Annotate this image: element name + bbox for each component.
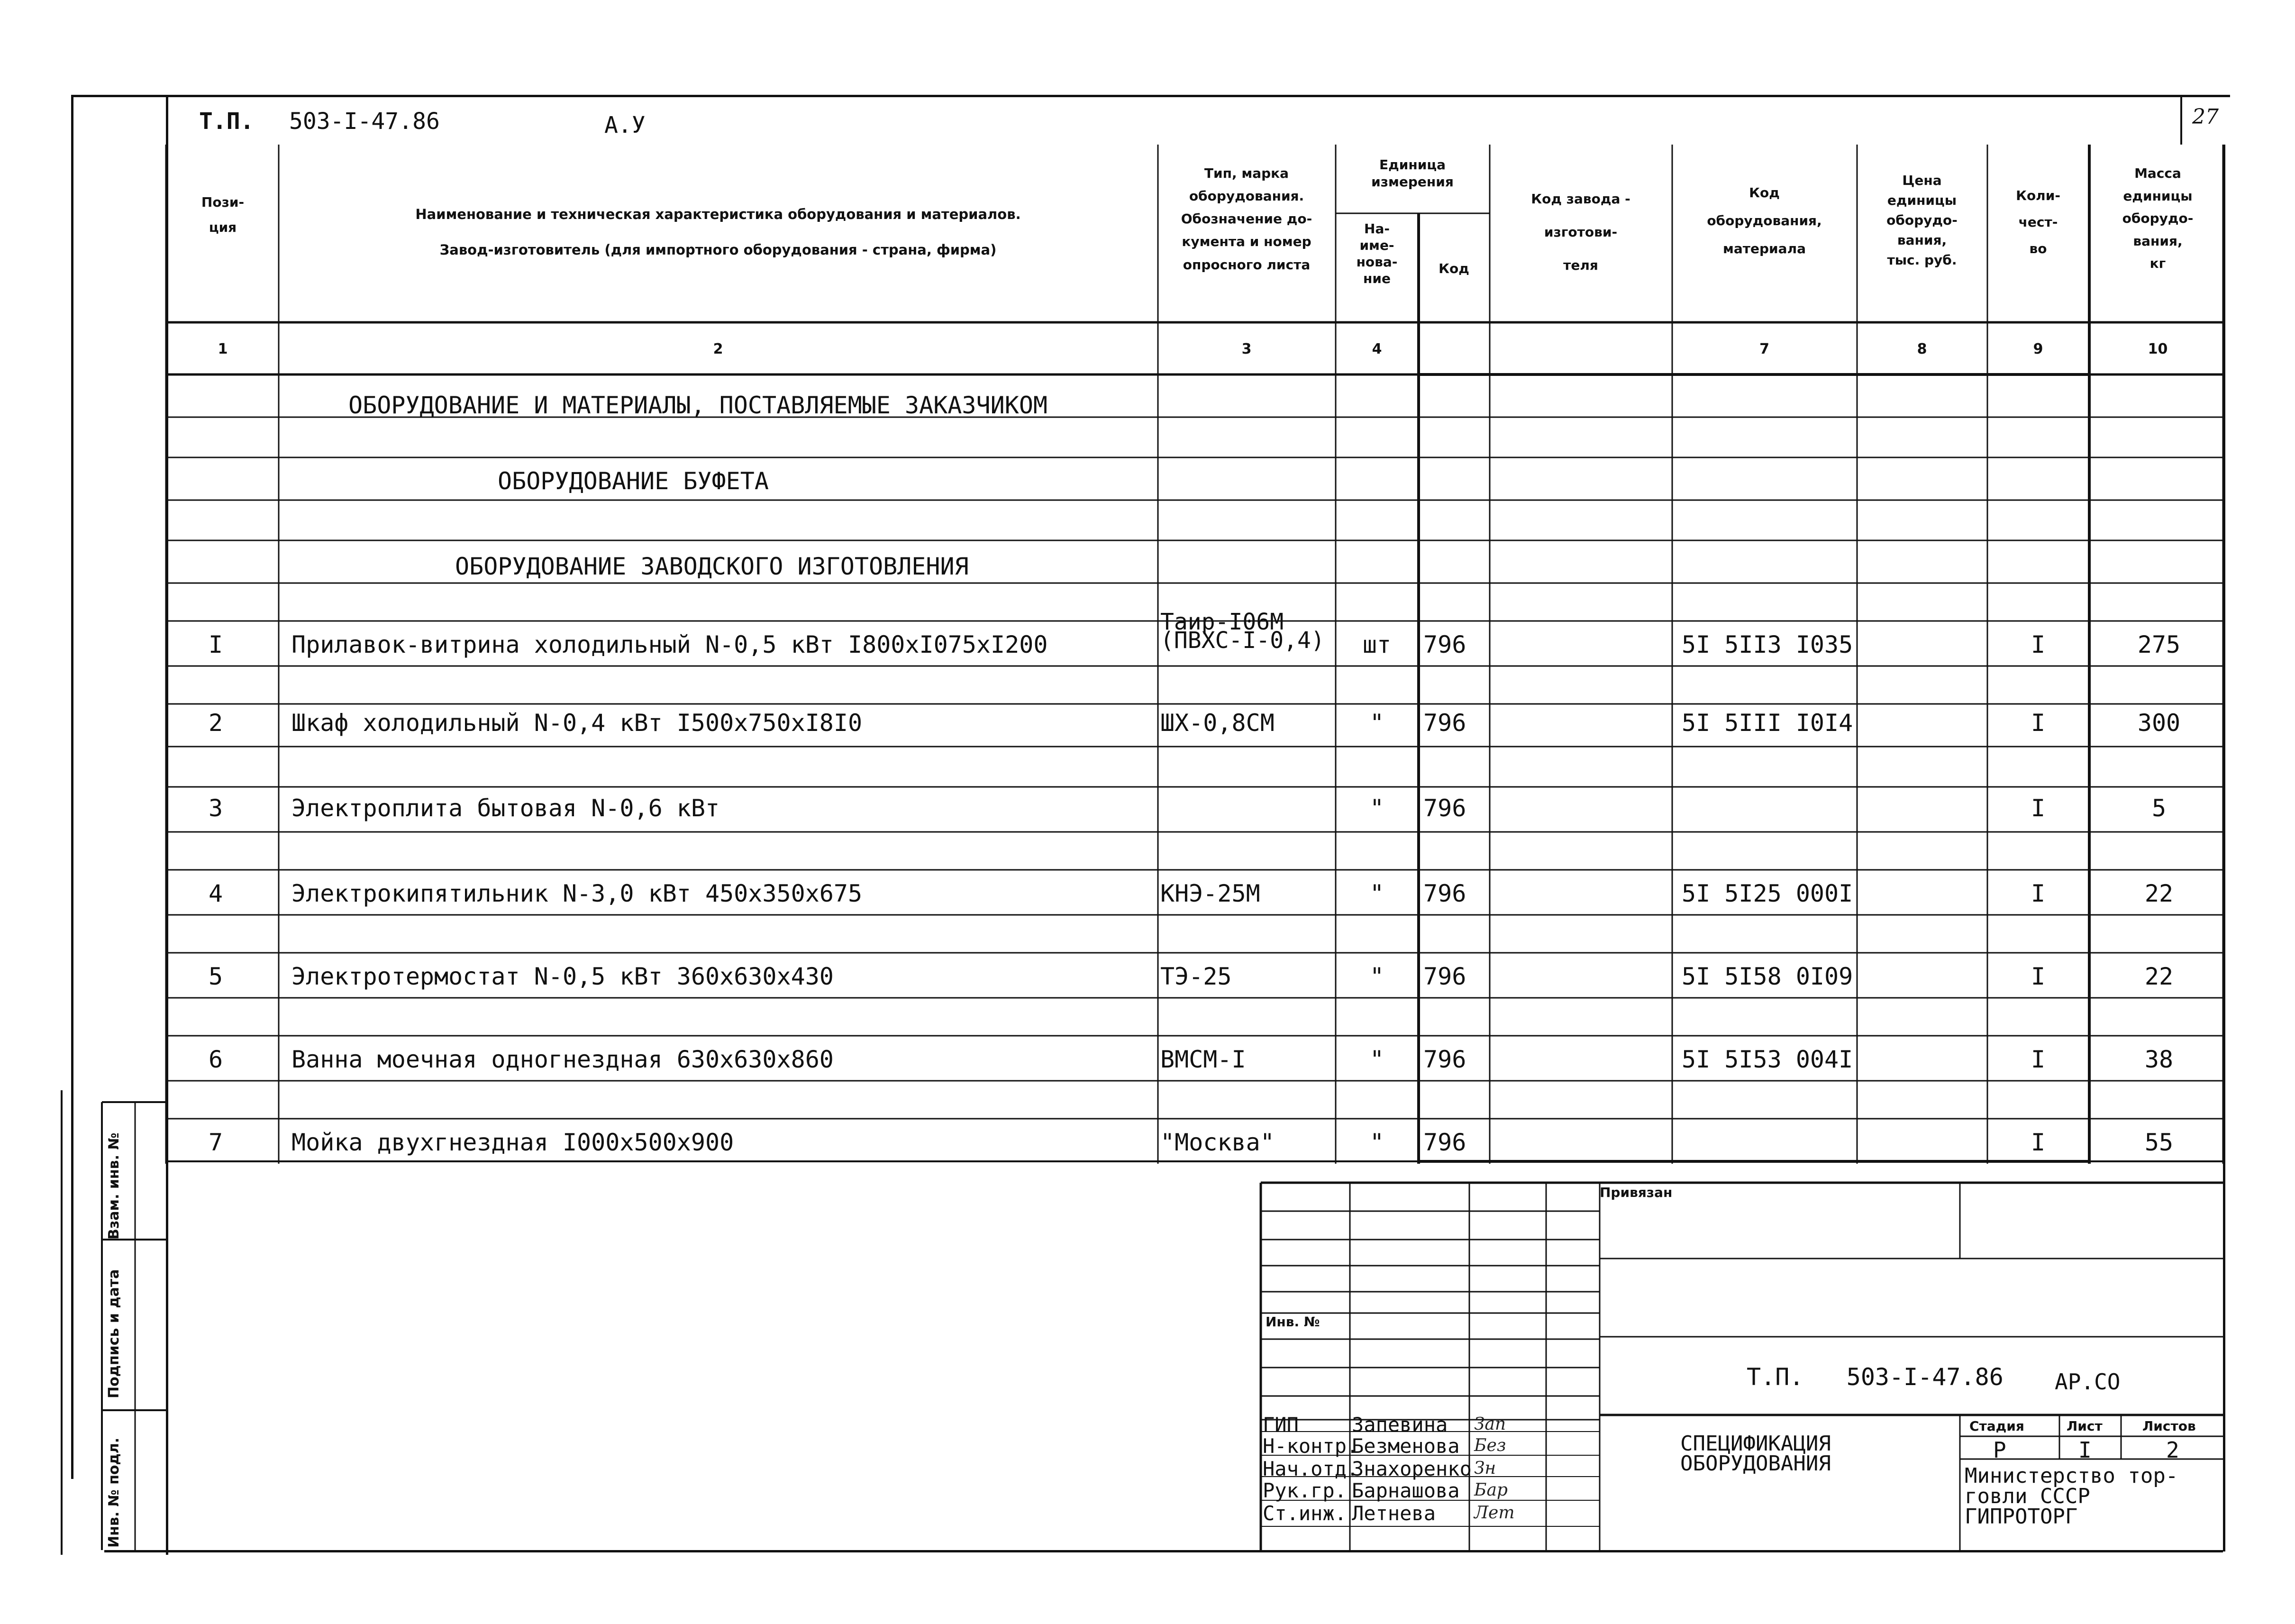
row-mass: 22	[2144, 880, 2174, 907]
row-mass: 300	[2137, 709, 2181, 737]
row-unit-code: 796	[1423, 709, 1466, 737]
row-position: 7	[208, 1129, 223, 1156]
row-unit-code: 796	[1423, 631, 1466, 658]
row-unit-code: 796	[1423, 963, 1466, 990]
privyazan-label: Привязан	[1600, 1185, 1673, 1200]
row-name: Электротермостат N-0,5 кВт 360x630x430	[291, 963, 834, 990]
row-name: Прилавок-витрина холодильный N-0,5 кВт I800xI075xI200	[291, 631, 1048, 658]
row-unit: "	[1369, 1129, 1384, 1156]
col-num-7: 7	[1759, 341, 1769, 357]
col-title-name: Наименование и техническая характеристика оборудования и материалов. Завод-изготовитель (для импортного оборудования - страна, фирма)	[415, 206, 1021, 258]
row-unit: "	[1369, 794, 1384, 822]
signer-name: Безменова	[1352, 1434, 1460, 1458]
row-name: Ванна моечная одногнездная 630x630x860	[291, 1046, 834, 1073]
col-title-type: Тип, марка оборудования. Обозначение до- кумента и номер опросного листа	[1181, 165, 1312, 273]
row-unit: "	[1369, 1046, 1384, 1073]
row-unit: шт	[1362, 631, 1392, 658]
row-mass: 55	[2144, 1129, 2174, 1156]
sheets-value: 2	[2166, 1437, 2179, 1463]
stage-label: Стадия	[1969, 1418, 2024, 1434]
col-num-1: 1	[218, 341, 228, 357]
row-position: 2	[208, 709, 223, 737]
row-quantity: I	[2031, 631, 2046, 658]
row-mass: 38	[2144, 1046, 2174, 1073]
signer-role: Рук.гр.	[1263, 1479, 1347, 1502]
row-equipment-code: 5I 5I58 0I09	[1682, 963, 1853, 990]
row-unit: "	[1369, 709, 1384, 737]
row-unit-code: 796	[1423, 1129, 1466, 1156]
tp-number: 503-I-47.86	[289, 108, 440, 135]
col-num-3: 3	[1241, 341, 1252, 357]
col-title-factory-code: Код завода - изготови- теля	[1531, 191, 1630, 273]
signer-signature: Без	[1474, 1436, 1506, 1455]
row-quantity: I	[2031, 963, 2046, 990]
row-mass: 22	[2144, 963, 2174, 990]
row-equipment-code: 5I 5I25 000I	[1682, 880, 1853, 907]
section-title-factory: ОБОРУДОВАНИЕ ЗАВОДСКОГО ИЗГОТОВЛЕНИЯ	[455, 553, 969, 580]
row-name: Шкаф холодильный N-0,4 кВт I500x750xI8I0	[291, 709, 863, 737]
row-quantity: I	[2031, 709, 2046, 737]
org-name: Министерство тор- говли СССР ГИПРОТОРГ	[1965, 1464, 2178, 1529]
row-unit: "	[1369, 963, 1384, 990]
page-number: 27	[2192, 105, 2219, 129]
col-title-qty: Коли- чест- во	[2016, 188, 2060, 256]
doc-number: Т.П. 503-I-47.86	[1747, 1363, 2004, 1391]
album-code: А.У	[604, 112, 646, 138]
signer-signature: Лет	[1474, 1503, 1515, 1523]
row-quantity: I	[2031, 1046, 2046, 1073]
signer-role: Ст.инж.	[1263, 1502, 1347, 1525]
row-type: Таир-I06М (ПВХС-I-0,4)	[1160, 609, 1325, 654]
stage-value: Р	[1993, 1437, 2006, 1463]
row-equipment-code: 5I 5III I0I4	[1682, 709, 1853, 737]
section-title-buffet: ОБОРУДОВАНИЕ БУФЕТА	[498, 467, 769, 495]
col-title-unit-code: Код	[1439, 261, 1469, 276]
signer-role: Н-контр.	[1263, 1434, 1359, 1458]
row-position: 5	[208, 963, 223, 990]
col-title-mass: Масса единицы оборудо- вания, кг	[2122, 165, 2194, 272]
row-position: 4	[208, 880, 223, 907]
row-unit: "	[1369, 880, 1384, 907]
signer-signature: Бар	[1474, 1480, 1508, 1500]
sheet-label: Лист	[2067, 1418, 2103, 1434]
signer-signature: Зап	[1474, 1414, 1506, 1434]
signer-signature: Зн	[1474, 1459, 1496, 1478]
row-position: 6	[208, 1046, 223, 1073]
col-title-unit-group: Единица измерения	[1371, 157, 1454, 190]
signer-name: Знахоренко	[1352, 1457, 1472, 1480]
doc-title: СПЕЦИФИКАЦИЯ ОБОРУДОВАНИЯ	[1680, 1432, 1831, 1476]
inv-no-label: Инв. №	[1266, 1314, 1320, 1330]
row-equipment-code: 5I 5II3 I035	[1682, 631, 1853, 658]
row-name: Электрокипятильник N-3,0 кВт 450x350x675	[291, 880, 863, 907]
signer-name: Запевина	[1352, 1413, 1448, 1436]
row-name: Мойка двухгнездная I000x500x900	[291, 1129, 734, 1156]
tp-label: Т.П.	[199, 108, 254, 135]
col-title-price: Цена единицы оборудо- вания, тыс. руб.	[1886, 173, 1958, 268]
signer-name: Летнева	[1352, 1502, 1436, 1525]
row-quantity: I	[2031, 794, 2046, 822]
row-type: КНЭ-25М	[1160, 880, 1260, 907]
row-mass: 5	[2151, 794, 2167, 822]
doc-code: АР.СО	[2055, 1369, 2121, 1395]
row-mass: 275	[2137, 631, 2181, 658]
signer-name: Барнашова	[1352, 1479, 1460, 1502]
col-num-10: 10	[2148, 341, 2168, 357]
signer-role: ГИП	[1263, 1413, 1299, 1436]
col-title-eq-code: Код оборудования, материала	[1707, 185, 1822, 256]
row-unit-code: 796	[1423, 1046, 1466, 1073]
row-position: I	[208, 631, 223, 658]
col-num-9: 9	[2033, 341, 2043, 357]
row-quantity: I	[2031, 1129, 2046, 1156]
section-title-customer: ОБОРУДОВАНИЕ И МАТЕРИАЛЫ, ПОСТАВЛЯЕМЫЕ ЗАКАЗЧИКОМ	[348, 392, 1048, 419]
row-unit-code: 796	[1423, 794, 1466, 822]
col-num-4: 4	[1372, 341, 1382, 357]
row-type: "Москва"	[1160, 1129, 1275, 1156]
row-equipment-code: 5I 5I53 004I	[1682, 1046, 1853, 1073]
col-num-2: 2	[713, 341, 723, 357]
row-quantity: I	[2031, 880, 2046, 907]
side-stamp-label-signature-date: Подпись и дата	[106, 1269, 122, 1398]
col-title-pos: Пози- ция	[201, 194, 245, 236]
row-unit-code: 796	[1423, 880, 1466, 907]
row-type: ТЭ-25	[1160, 963, 1232, 990]
col-num-8: 8	[1917, 341, 1927, 357]
row-name: Электроплита бытовая N-0,6 кВт	[291, 794, 720, 822]
side-stamp-label-replace-inv: Взам. инв. №	[106, 1132, 122, 1240]
sheet-value: I	[2078, 1437, 2092, 1463]
side-stamp-label-original-inv: Инв. № подл.	[106, 1437, 122, 1548]
signer-role: Нач.отд.	[1263, 1457, 1359, 1480]
sheets-label: Листов	[2142, 1418, 2196, 1434]
col-title-unit-name: На- име- нова- ние	[1356, 221, 1398, 286]
row-type: ВМСМ-I	[1160, 1046, 1246, 1073]
row-type: ШХ-0,8СМ	[1160, 709, 1275, 737]
row-position: 3	[208, 794, 223, 822]
